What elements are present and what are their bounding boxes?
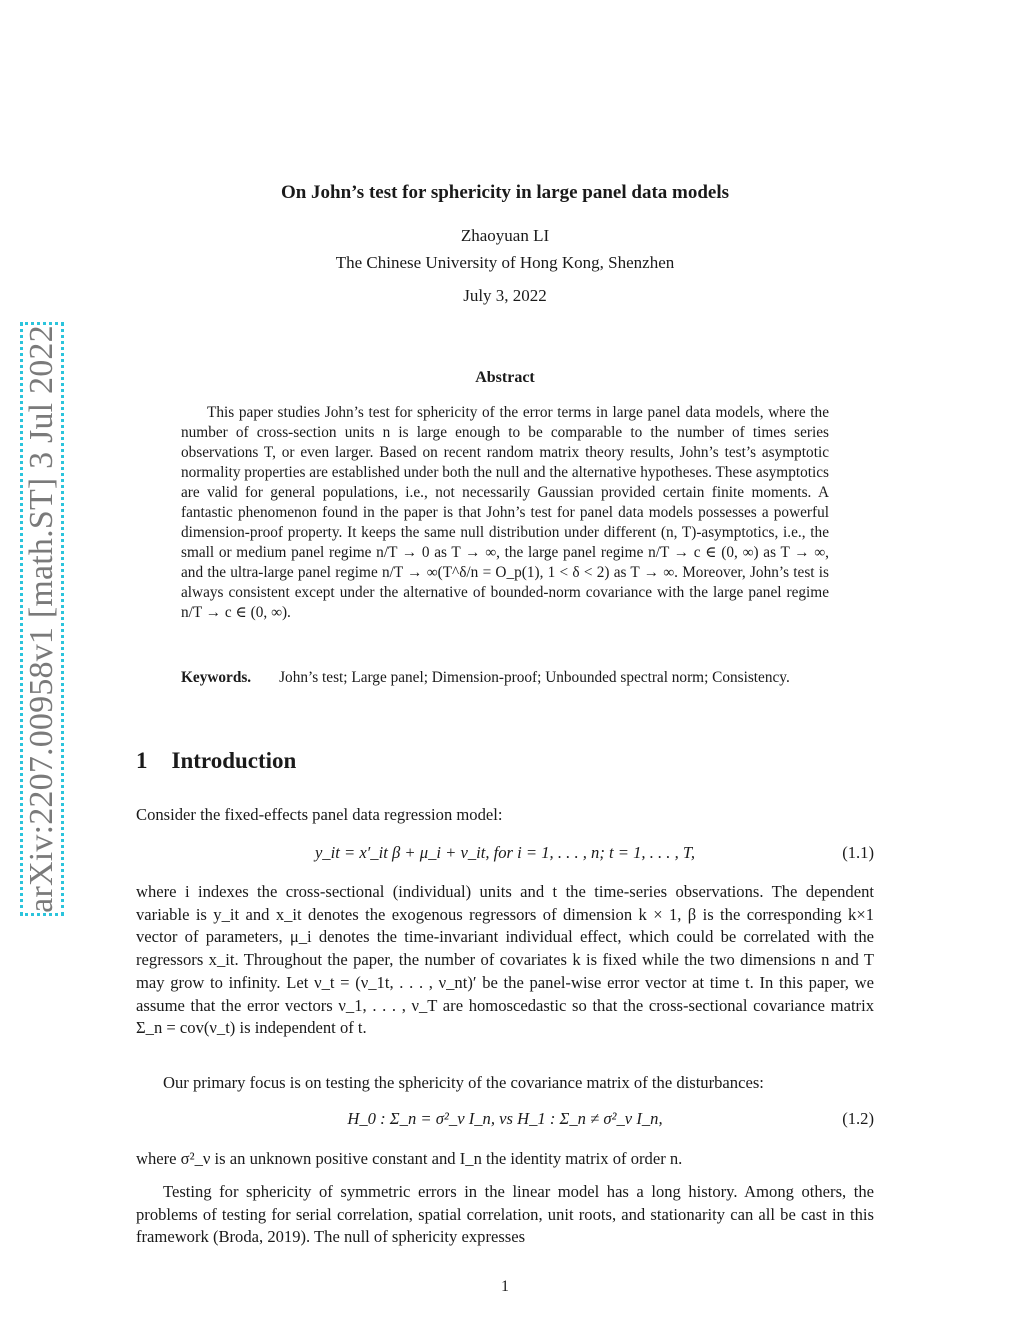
paragraph-4: where σ²_ν is an unknown positive constant and I_n the identity matrix of order n. (136, 1149, 683, 1168)
equation-1-1-text: y_it = x′_it β + μ_i + ν_it, for i = 1, . . . , n; t = 1, . . . , T, (314, 843, 696, 862)
equation-1-2 (136, 1109, 874, 1133)
equation-1-1-tag: (1.1) (842, 843, 874, 862)
author-name: Zhaoyuan LI (460, 226, 550, 245)
section-heading (136, 748, 296, 774)
paragraph-2: where i indexes the cross-sectional (individual) units and t the time-series observations. The dependent variable is y_it and x_it denotes the exogenous regressors of dimension k × 1, β is the corresponding k×1 vector of parameters, μ_i denotes the time-invariant individual effect, which could be correlated with the regressors x_it. Throughout the paper, the number of covariates k is fixed while the two dimensions n and T may grow to infinity. Let ν_t = (ν_1t, . . . , ν_nt)′ be the panel-wise error vector at time t. In this paper, we assume that the error vectors ν_1, . . . , ν_T are homoscedastic so that the cross-sectional covariance matrix Σ_n = cov(ν_t) is independent of t. (136, 882, 874, 1038)
equation-1-1 (136, 843, 874, 867)
section-number: 1 (136, 748, 148, 773)
keywords-label: Keywords. (181, 669, 252, 686)
paragraph-history (136, 1181, 874, 1249)
equation-1-2-body (136, 1109, 874, 1129)
equation-1-2-text: H_0 : Σ_n = σ²_ν I_n, vs H_1 : Σ_n ≠ σ²_ν I_n, (347, 1109, 663, 1128)
equation-1-1-body (136, 843, 874, 863)
paper-title: On John’s test for sphericity in large panel data models (280, 182, 730, 203)
paper-date: July 3, 2022 (463, 286, 547, 305)
paragraph-sigma (136, 1148, 874, 1171)
abstract-body (181, 403, 829, 623)
arxiv-side-stamp (20, 322, 64, 916)
abstract-heading: Abstract (475, 369, 535, 386)
paragraph-intro (136, 804, 874, 827)
paragraph-model-description (136, 881, 874, 1040)
paragraph-focus (136, 1072, 874, 1095)
arxiv-stamp-text: arXiv:2207.00958v1 [math.ST] 3 Jul 2022 (23, 325, 60, 913)
author-affiliation: The Chinese University of Hong Kong, Shenzhen (335, 253, 675, 272)
keywords-text: John’s test; Large panel; Dimension-proof; Unbounded spectral norm; Consistency. (279, 669, 790, 686)
section-title: Introduction (171, 748, 297, 773)
paragraph-3: Our primary focus is on testing the sphericity of the covariance matrix of the disturbances: (163, 1073, 764, 1092)
keywords-line (181, 668, 829, 688)
equation-1-2-tag: (1.2) (842, 1109, 874, 1128)
abstract-text: This paper studies John’s test for sphericity of the error terms in large panel data models, where the number of cross-section units n is large enough to be comparable to the number of times series observations T, or even larger. Based on recent random matrix theory results, John’s test’s asymptotic normality properties are established under both the null and the alternative hypotheses. These asymptotics are valid for general populations, i.e., not necessarily Gaussian provided certain finite moments. A fantastic phenomenon found in the paper is that John’s test for panel data models possesses a powerful dimension-proof property. It keeps the same null distribution under different (n, T)-asymptotics, i.e., the small or medium panel regime n/T → 0 as T → ∞, the large panel regime n/T → c ∈ (0, ∞) as T → ∞, and the ultra-large panel regime n/T → ∞(T^δ/n = O_p(1), 1 < δ < 2) as T → ∞. Moreover, John’s test is always consistent except under the alternative of bounded-norm covariance with the large panel regime n/T → c ∈ (0, ∞). (181, 404, 829, 621)
paragraph-1: Consider the fixed-effects panel data regression model: (136, 805, 503, 824)
page-number: 1 (501, 1278, 509, 1295)
paragraph-5: Testing for sphericity of symmetric errors in the linear model has a long history. Among others, the problems of testing for serial correlation, spatial correlation, unit roots, and stationarity can all be cast in this framework (Broda, 2019). The null of sphericity expresses (136, 1182, 874, 1247)
